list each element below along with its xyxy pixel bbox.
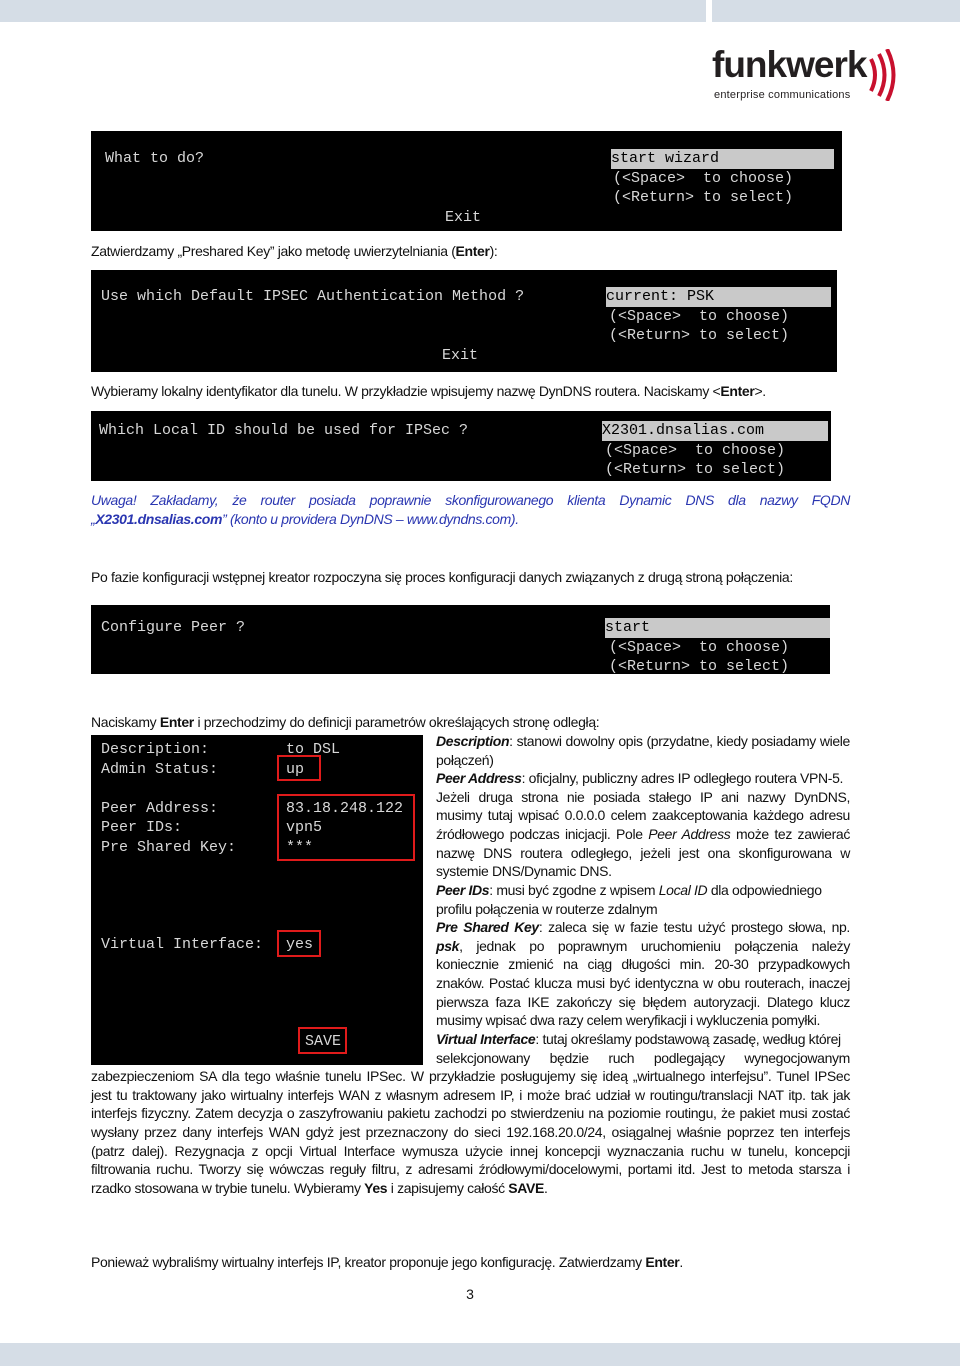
pre-shared-key-label: Pre Shared Key: (101, 839, 237, 856)
save-button[interactable]: SAVE (305, 1033, 342, 1050)
terminal-hint-space: (<Space> to choose) (609, 308, 790, 325)
footer-bar (0, 1343, 960, 1366)
terminal-exit[interactable]: Exit (445, 209, 482, 226)
virtual-interface-highlight (277, 930, 321, 957)
peer-address-label: Peer Address: (101, 800, 219, 817)
description-label: Description: (101, 741, 210, 758)
terminal-exit[interactable]: Exit (442, 347, 479, 364)
terminal-hint-return: (<Return> to select) (609, 327, 790, 344)
terminal-option-highlighted[interactable]: current: PSK (606, 287, 831, 307)
paragraph-local-id: Wybieramy lokalny identyfikator dla tunelu. W przykładzie wpisujemy nazwę DynDNS routera. Naciskamy <Enter>. (91, 383, 766, 399)
terminal-hint-space: (<Space> to choose) (609, 639, 790, 656)
page-number: 3 (466, 1286, 474, 1302)
paragraph-virtual-ip: Ponieważ wybraliśmy wirtualny interfejs IP, kreator proponuje jego konfigurację. Zatwierdzamy Enter. (91, 1254, 683, 1270)
peer-ids-label: Peer IDs: (101, 819, 183, 836)
save-highlight (298, 1027, 347, 1054)
terminal-question: What to do? (105, 150, 205, 167)
description-field[interactable]: to DSL (286, 741, 341, 758)
funkwerk-logo (712, 45, 902, 105)
peer-address-field[interactable]: 83.18.248.122 (286, 800, 404, 817)
terminal-hint-space: (<Space> to choose) (605, 442, 786, 459)
paragraph-configure-peer: Po fazie konfiguracji wstępnej kreator rozpoczyna się proces konfiguracji danych związanych z drugą stroną połączenia: (91, 569, 793, 585)
virtual-interface-field[interactable]: yes (286, 936, 314, 953)
terminal-auth-method (91, 270, 837, 372)
terminal-hint-return: (<Return> to select) (605, 461, 786, 478)
header-bar-right (712, 0, 960, 22)
signal-arcs-icon (869, 49, 899, 101)
terminal-option-highlighted[interactable]: start (605, 618, 830, 638)
paragraph-preshared-key: Zatwierdzamy „Preshared Key” jako metodę uwierzytelniania (Enter): (91, 243, 498, 259)
terminal-configure-peer (91, 605, 830, 674)
logo-wordmark: funkwerk (712, 44, 867, 85)
admin-status-highlight (277, 755, 321, 781)
admin-status-field[interactable]: up (286, 761, 305, 778)
peer-ids-field[interactable]: vpn5 (286, 819, 323, 836)
terminal-question: Configure Peer ? (101, 619, 246, 636)
terminal-question: Use which Default IPSEC Authentication Method ? (101, 288, 525, 305)
terminal-option-highlighted[interactable]: X2301.dnsalias.com (602, 421, 828, 441)
terminal-what-to-do (91, 131, 842, 231)
logo-tagline: enterprise communications (714, 89, 851, 101)
terminal-question: Which Local ID should be used for IPSec ? (99, 422, 469, 439)
header-bar-left (0, 0, 706, 22)
pre-shared-key-field[interactable]: *** (286, 839, 314, 856)
peer-fields-highlight (277, 794, 415, 861)
terminal-hint-return: (<Return> to select) (609, 658, 790, 675)
terminal-option-highlighted[interactable]: start wizard (611, 149, 834, 169)
note-warning-line2: „X2301.dnsalias.com” (konto u providera DynDNS – www.dyndns.com). (91, 511, 519, 527)
note-warning-line1: Uwaga! Zakładamy, że router posiada poprawnie skonfigurowanego klienta Dynamic DNS dla nazwy FQDN (91, 492, 850, 508)
virtual-interface-label: Virtual Interface: (101, 936, 264, 953)
terminal-hint-return: (<Return> to select) (613, 189, 794, 206)
paragraph-peer-params: Naciskamy Enter i przechodzimy do definicji parametrów określających stronę odległą: (91, 714, 600, 730)
terminal-hint-space: (<Space> to choose) (613, 170, 794, 187)
admin-status-label: Admin Status: (101, 761, 219, 778)
terminal-local-id (91, 411, 831, 481)
terminal-peer-config (91, 735, 423, 1065)
